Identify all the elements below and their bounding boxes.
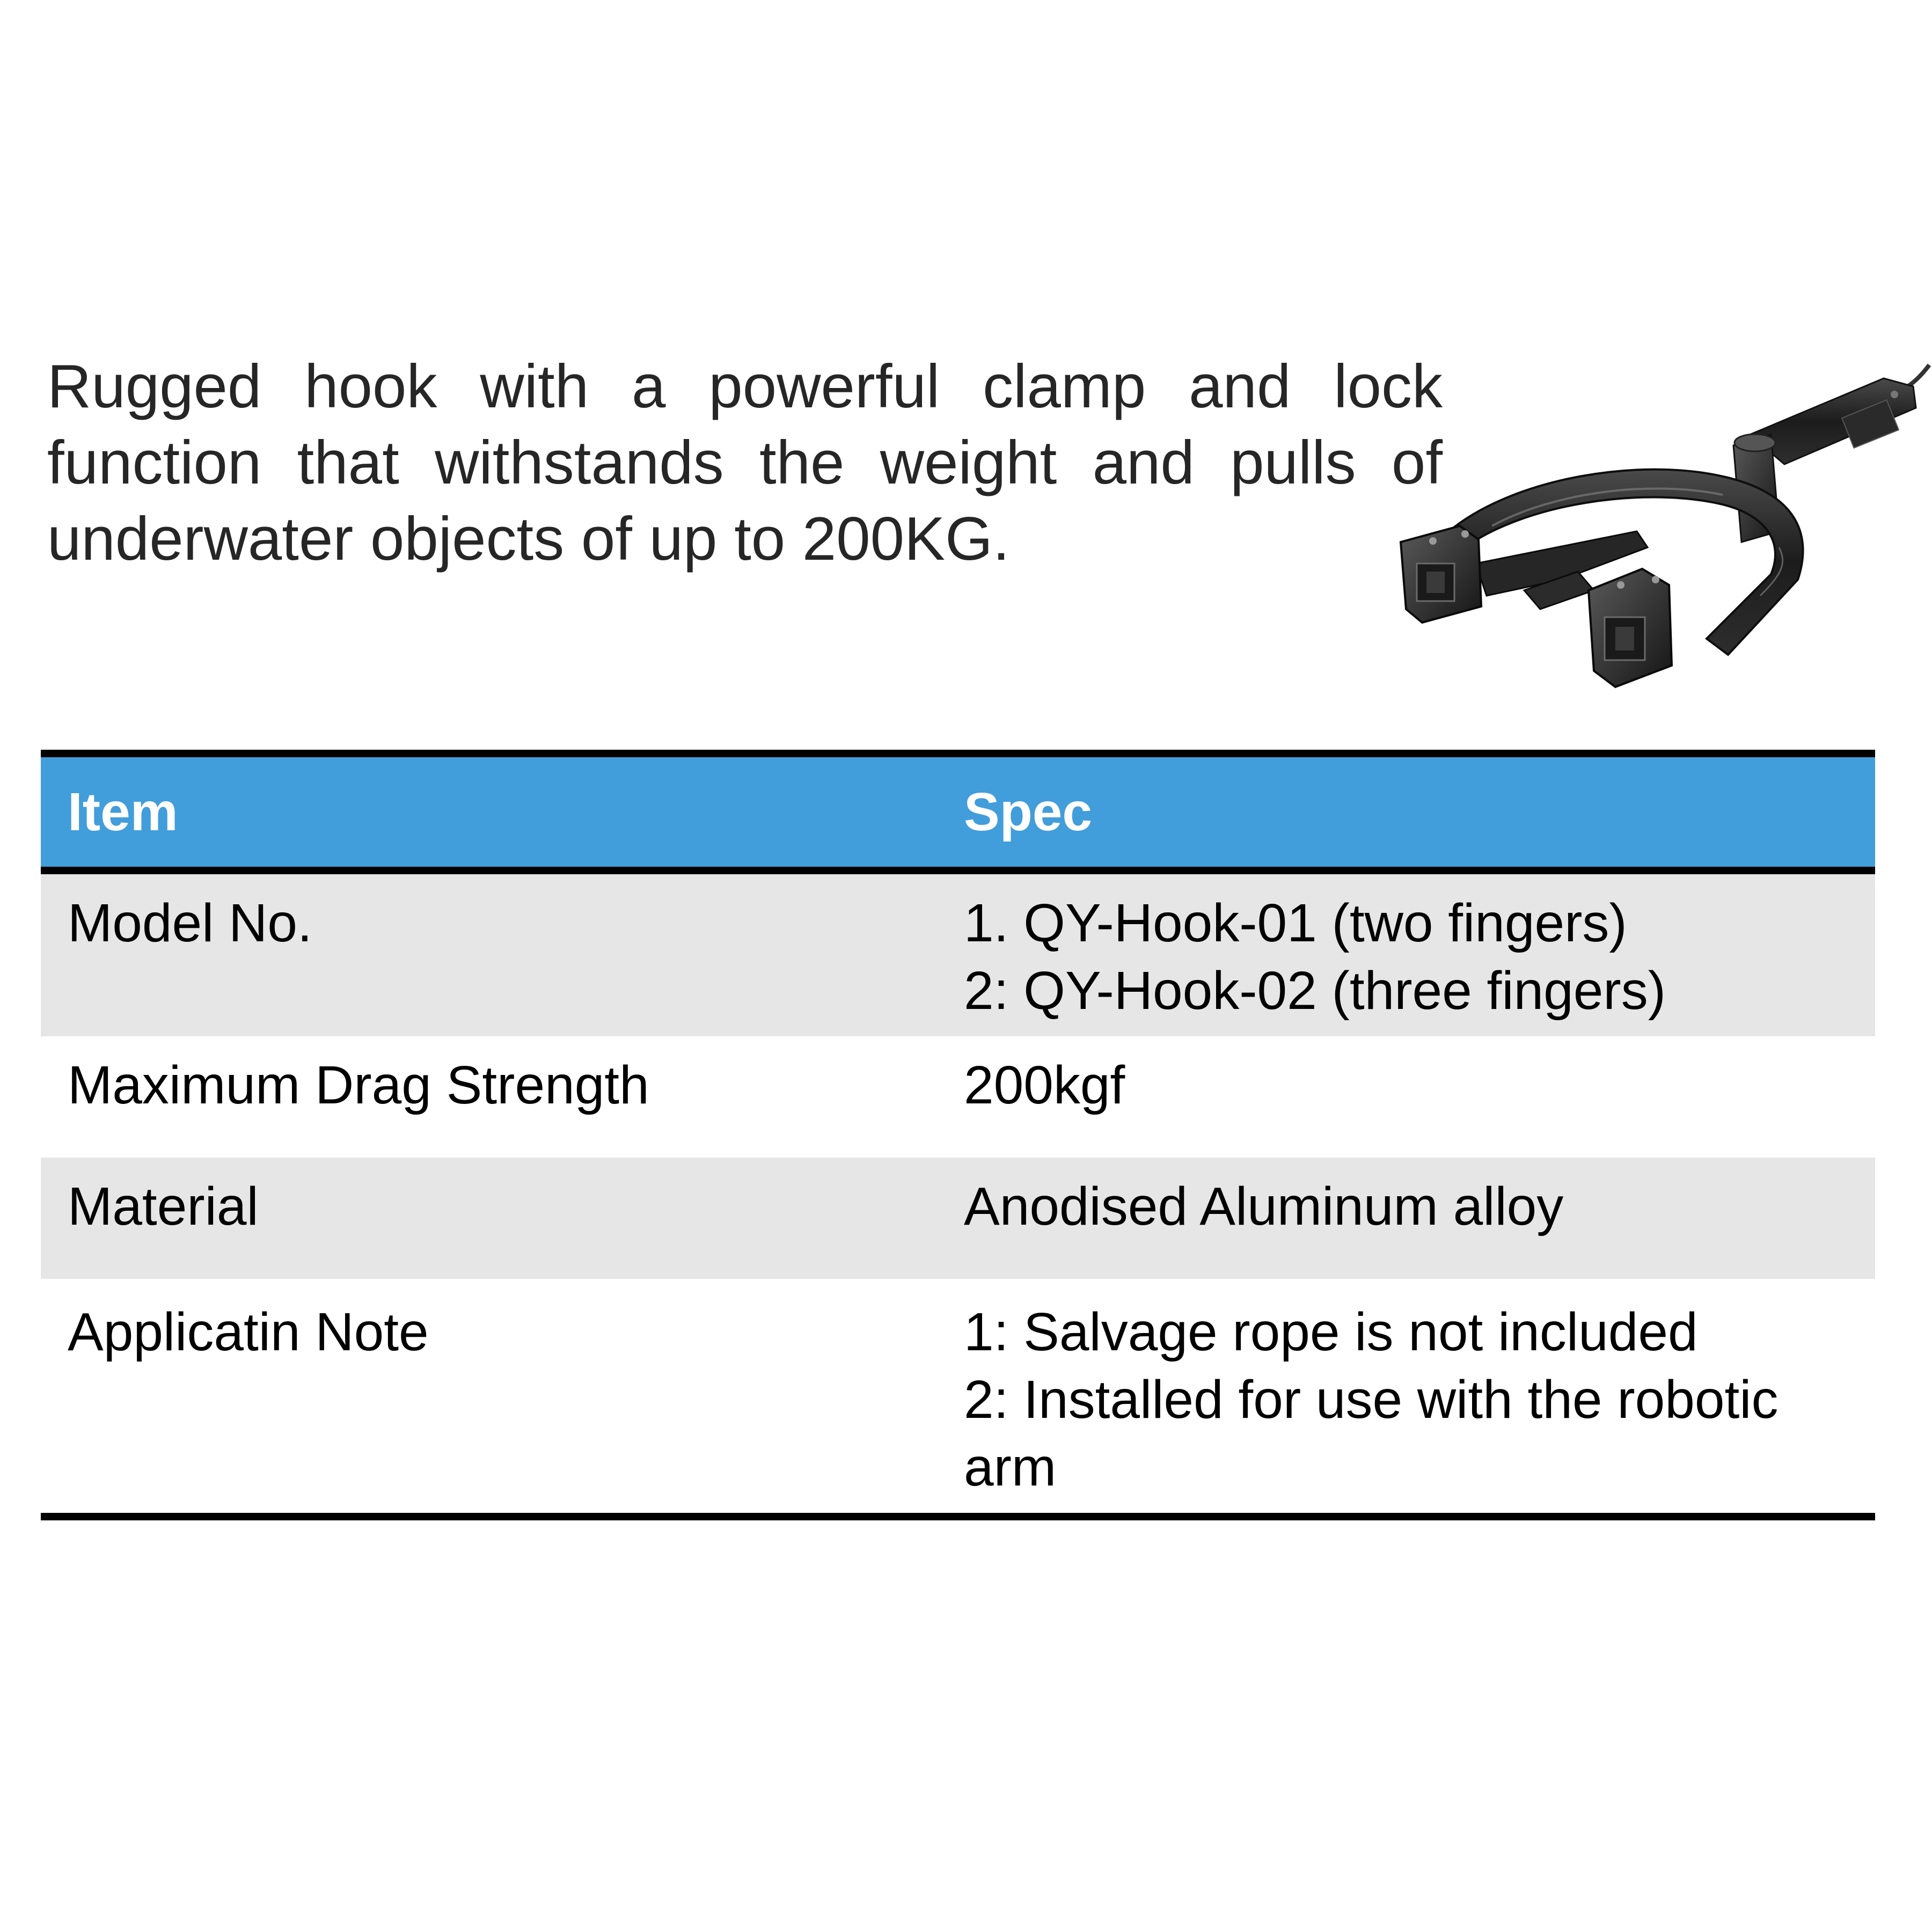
spec-cell <box>937 870 1875 1036</box>
table-header-row <box>41 753 1875 870</box>
hook-gripper-image <box>1385 354 1932 703</box>
spec-line: 2: QY-Hook-02 (three fingers) <box>964 961 1666 1021</box>
spec-line: 2: Installed for use with the robotic arm <box>964 1370 1779 1497</box>
header-item: Item <box>68 781 178 842</box>
spec-line: 1. QY-Hook-01 (two fingers) <box>964 893 1627 953</box>
spec-line: 200kgf <box>964 1055 1125 1115</box>
item-cell: Applicatin Note <box>68 1302 429 1362</box>
spec-table <box>41 750 1875 1520</box>
table-row <box>41 870 1875 1036</box>
table-row <box>41 1158 1875 1279</box>
spec-cell <box>937 1158 1875 1279</box>
header-spec: Spec <box>964 781 1093 842</box>
spec-cell <box>937 1279 1875 1517</box>
table-row <box>41 1279 1875 1517</box>
table-row <box>41 1036 1875 1158</box>
item-cell: Maximum Drag Strength <box>68 1055 649 1115</box>
spec-line: Anodised Aluminum alloy <box>964 1176 1564 1236</box>
spec-line: 1: Salvage rope is not included <box>964 1302 1698 1362</box>
item-cell: Material <box>68 1176 259 1236</box>
spec-cell <box>937 1036 1875 1158</box>
product-description: Rugged hook with a powerful clamp and lock function that withstands the weight and pulls of underwater objects of up to 200KG. <box>47 353 1443 573</box>
item-cell: Model No. <box>68 893 312 953</box>
